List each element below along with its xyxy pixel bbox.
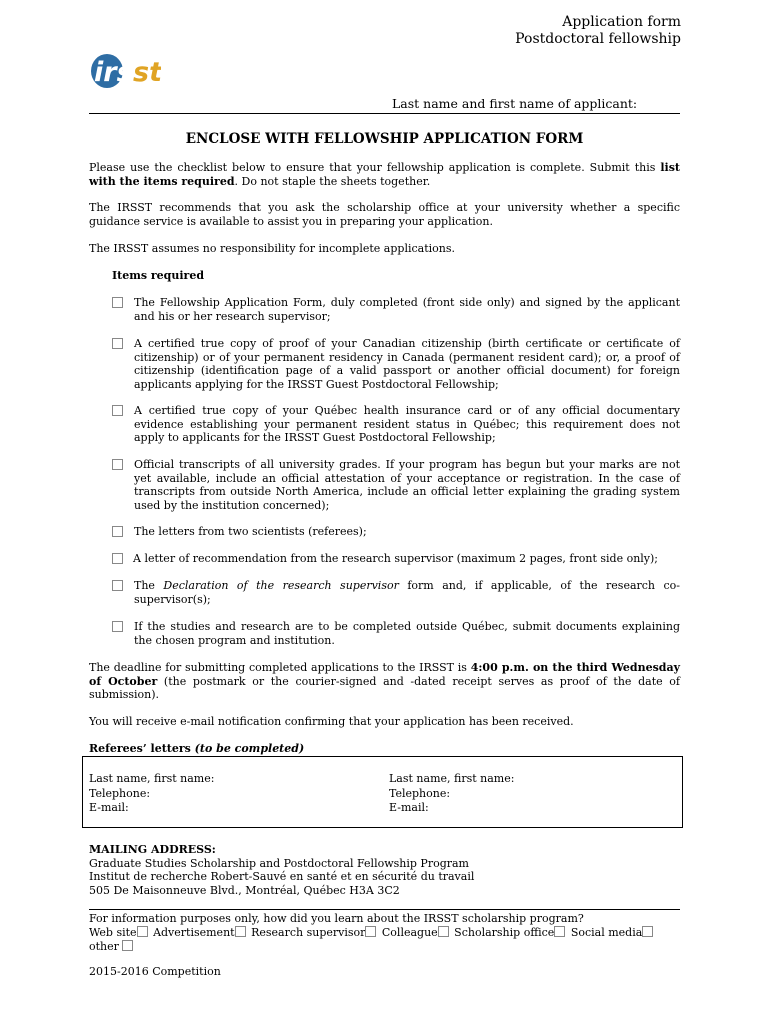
form-type-line1: Application form <box>562 14 681 30</box>
item-text-5: The letters from two scientists (referees); <box>134 525 367 538</box>
referee-2-email-label: E-mail: <box>389 801 429 814</box>
item-checkbox-2[interactable] <box>112 338 123 349</box>
option-colleague-checkbox[interactable] <box>438 926 449 937</box>
option-web-site-checkbox[interactable] <box>137 926 148 937</box>
item-checkbox-6[interactable] <box>112 553 123 564</box>
page-title: ENCLOSE WITH FELLOWSHIP APPLICATION FORM <box>185 131 584 147</box>
applicant-name-line[interactable] <box>89 113 680 114</box>
option-social-media-label: Social media <box>570 926 643 939</box>
option-social-media-checkbox[interactable] <box>642 926 653 937</box>
option-scholarship-office-checkbox[interactable] <box>554 926 565 937</box>
referee-1[interactable] <box>89 772 214 816</box>
mailing-address <box>89 843 474 897</box>
intro-paragraph-3: The IRSST assumes no responsibility for incomplete applications. <box>89 242 455 255</box>
survey-options <box>89 926 655 939</box>
mailing-address-line: 505 De Maisonneuve Blvd., Montréal, Québec H3A 3C2 <box>89 883 400 897</box>
notification-paragraph: You will receive e-mail notification confirming that your application has been received. <box>89 715 574 728</box>
applicant-name-label: Last name and first name of applicant: <box>392 96 638 111</box>
option-web-site-label: Web site <box>89 926 137 939</box>
option-scholarship-office-label: Scholarship office <box>454 926 555 939</box>
referee-2-name-label: Last name, first name: <box>389 772 515 785</box>
option-research-supervisor-label: Research supervisor <box>251 926 366 939</box>
items-required-heading: Items required <box>112 269 205 282</box>
referee-1-telephone-label: Telephone: <box>89 786 151 800</box>
competition-year: 2015-2016 Competition <box>89 965 221 978</box>
irsst-logo <box>89 48 161 92</box>
item-checkbox-7[interactable] <box>112 580 123 591</box>
option-research-supervisor-checkbox[interactable] <box>365 926 376 937</box>
mailing-address-line: Institut de recherche Robert-Sauvé en santé et en sécurité du travail <box>89 870 475 883</box>
referee-1-email-label: E-mail: <box>89 801 129 814</box>
intro-paragraph-2: The IRSST recommends that you ask the scholarship office at your university whether a specific guidance service is available to assist you in preparing your application. <box>89 201 680 228</box>
item-checkbox-1[interactable] <box>112 297 123 308</box>
item-checkbox-8[interactable] <box>112 621 123 632</box>
item-text-3: A certified true copy of your Québec health insurance card or of any official documentary evidence establishing your permanent resident status in Québec; this requirement does not apply to applicants for the IRSST Guest Postdoctoral Fellowship; <box>134 404 680 444</box>
survey-divider <box>89 909 680 910</box>
item-checkbox-3[interactable] <box>112 405 123 416</box>
referee-2-telephone-label: Telephone: <box>389 786 451 800</box>
mailing-address-heading: MAILING ADDRESS: <box>89 843 216 856</box>
item-checkbox-5[interactable] <box>112 526 123 537</box>
option-advertisement-label: Advertisement <box>153 926 235 939</box>
item-text-7: The Declaration of the research supervisor form and, if applicable, of the research co-supervisor(s); <box>134 579 680 606</box>
svg-text:st: st <box>133 57 161 88</box>
survey-question: For information purposes only, how did you learn about the IRSST scholarship program? <box>89 912 584 925</box>
deadline-paragraph: The deadline for submitting completed applications to the IRSST is 4:00 p.m. on the third Wednesday of October (the postmark or the courier-signed and -dated receipt serves as proof of the date of submission). <box>89 661 681 701</box>
item-text-4: Official transcripts of all university grades. If your program has begun but your marks are not yet available, include an official attestation of your acceptance or registration. In the case of transcripts from outside North America, include an official letter explaining the grading system used by the institution concerned); <box>134 458 680 512</box>
form-type-line2: Postdoctoral fellowship <box>515 31 681 47</box>
item-text-1: The Fellowship Application Form, duly completed (front side only) and signed by the applicant and his or her research supervisor; <box>134 296 680 323</box>
option-other-checkbox[interactable] <box>122 940 133 951</box>
svg-text:irs: irs <box>94 57 133 88</box>
option-other-label: other <box>89 940 119 953</box>
item-text-2: A certified true copy of proof of your Canadian citizenship (birth certificate or certificate of citizenship) or of your permanent residency in Canada (permanent resident card); or, a proof of citizenship (identification page of a valid passport or another official document) for foreign applicants applying for the IRSST Guest Postdoctoral Fellowship; <box>134 337 680 391</box>
mailing-address-line: Graduate Studies Scholarship and Postdoctoral Fellowship Program <box>89 856 469 870</box>
referee-1-name-label: Last name, first name: <box>89 772 215 785</box>
intro-paragraph-1: Please use the checklist below to ensure that your fellowship application is complete. Submit this list with the items required. Do not staple the sheets together. <box>89 161 680 188</box>
item-checkbox-4[interactable] <box>112 459 123 470</box>
item-text-8: If the studies and research are to be completed outside Québec, submit documents explaining the chosen program and institution. <box>134 620 680 647</box>
option-colleague-label: Colleague <box>381 926 438 939</box>
option-advertisement-checkbox[interactable] <box>235 926 246 937</box>
item-text-6: A letter of recommendation from the research supervisor (maximum 2 pages, front side only); <box>133 552 659 565</box>
survey-other <box>89 940 135 953</box>
referees-heading: Referees’ letters (to be completed) <box>89 742 305 755</box>
referee-2[interactable] <box>389 772 514 816</box>
